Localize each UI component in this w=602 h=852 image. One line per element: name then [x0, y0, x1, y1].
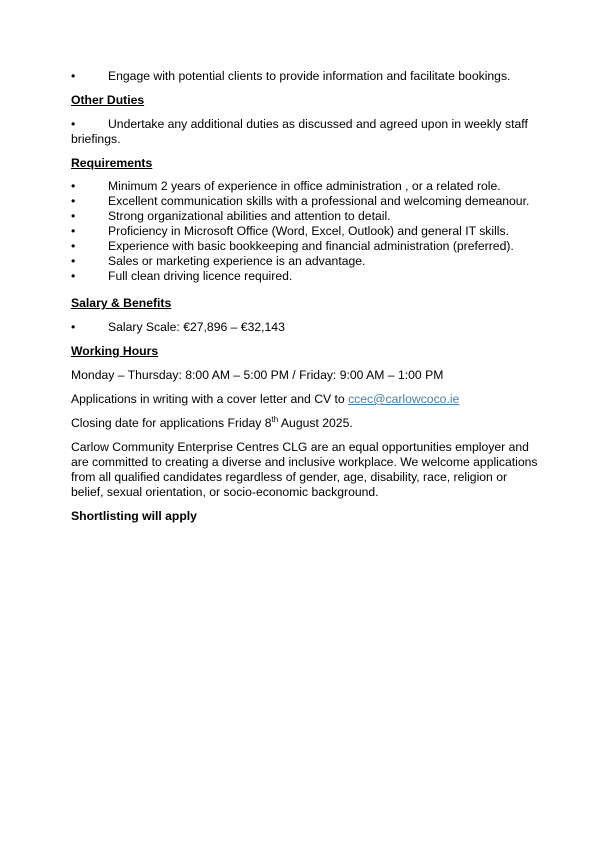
intro-bullet-item	[71, 69, 542, 84]
requirement-text: Excellent communication skills with a professional and welcoming demeanour.	[108, 194, 530, 208]
requirement-text: Strong organizational abilities and attention to detail.	[108, 209, 391, 223]
list-item	[71, 239, 542, 254]
closing-date-paragraph	[71, 416, 542, 431]
list-item	[71, 254, 542, 269]
requirements-list	[71, 179, 542, 284]
salary-scale-text: Salary Scale: €27,896 – €32,143	[108, 320, 285, 334]
applications-text: Applications in writing with a cover letter and CV to	[71, 392, 349, 406]
bullet-marker: •	[71, 269, 76, 283]
requirement-text: Sales or marketing experience is an advantage.	[108, 254, 366, 268]
closing-date-superscript: th	[271, 414, 279, 424]
requirement-text: Proficiency in Microsoft Office (Word, Excel, Outlook) and general IT skills.	[108, 224, 509, 238]
list-item	[71, 209, 542, 224]
bullet-marker: •	[71, 254, 76, 268]
bullet-marker: •	[71, 69, 76, 83]
list-item	[71, 269, 542, 284]
bullet-marker: •	[71, 224, 76, 238]
bullet-marker: •	[71, 179, 76, 193]
other-duties-heading: Other Duties	[71, 93, 145, 107]
salary-bullet-item	[71, 320, 542, 335]
working-hours-heading: Working Hours	[71, 344, 159, 358]
bullet-marker: •	[71, 117, 76, 131]
closing-date-suffix: August 2025.	[278, 416, 353, 430]
applications-paragraph	[71, 392, 542, 407]
requirements-heading: Requirements	[71, 156, 153, 170]
bullet-marker: •	[71, 209, 76, 223]
working-hours-text: Monday – Thursday: 8:00 AM – 5:00 PM / Friday: 9:00 AM – 1:00 PM	[71, 368, 444, 382]
bullet-marker: •	[71, 194, 76, 208]
requirement-text: Experience with basic bookkeeping and financial administration (preferred).	[108, 239, 514, 253]
list-item	[71, 194, 542, 209]
requirement-text: Full clean driving licence required.	[108, 269, 293, 283]
salary-heading: Salary & Benefits	[71, 296, 172, 310]
closing-date-prefix: Closing date for applications Friday 8	[71, 416, 272, 430]
bullet-marker: •	[71, 320, 76, 334]
other-duties-bullet-text: Undertake any additional duties as discussed and agreed upon in weekly staff briefings.	[71, 117, 528, 146]
bullet-marker: •	[71, 239, 76, 253]
list-item	[71, 179, 542, 194]
email-link[interactable]: ccec@carlowcoco.ie	[348, 392, 460, 406]
shortlisting-note: Shortlisting will apply	[71, 509, 197, 523]
list-item	[71, 224, 542, 239]
other-duties-bullet-item	[71, 117, 542, 147]
equal-opportunities-paragraph: Carlow Community Enterprise Centres CLG are an equal opportunities employer and are committed to creating a diverse and inclusive workplace. We welcome applications from all qualified candidates regardless of gender, age, disability, race, religion or belief, sexual orientation, or socio-economic background.	[71, 440, 538, 499]
intro-bullet-text: Engage with potential clients to provide information and facilitate bookings.	[108, 69, 511, 83]
requirement-text: Minimum 2 years of experience in office administration , or a related role.	[108, 179, 501, 193]
